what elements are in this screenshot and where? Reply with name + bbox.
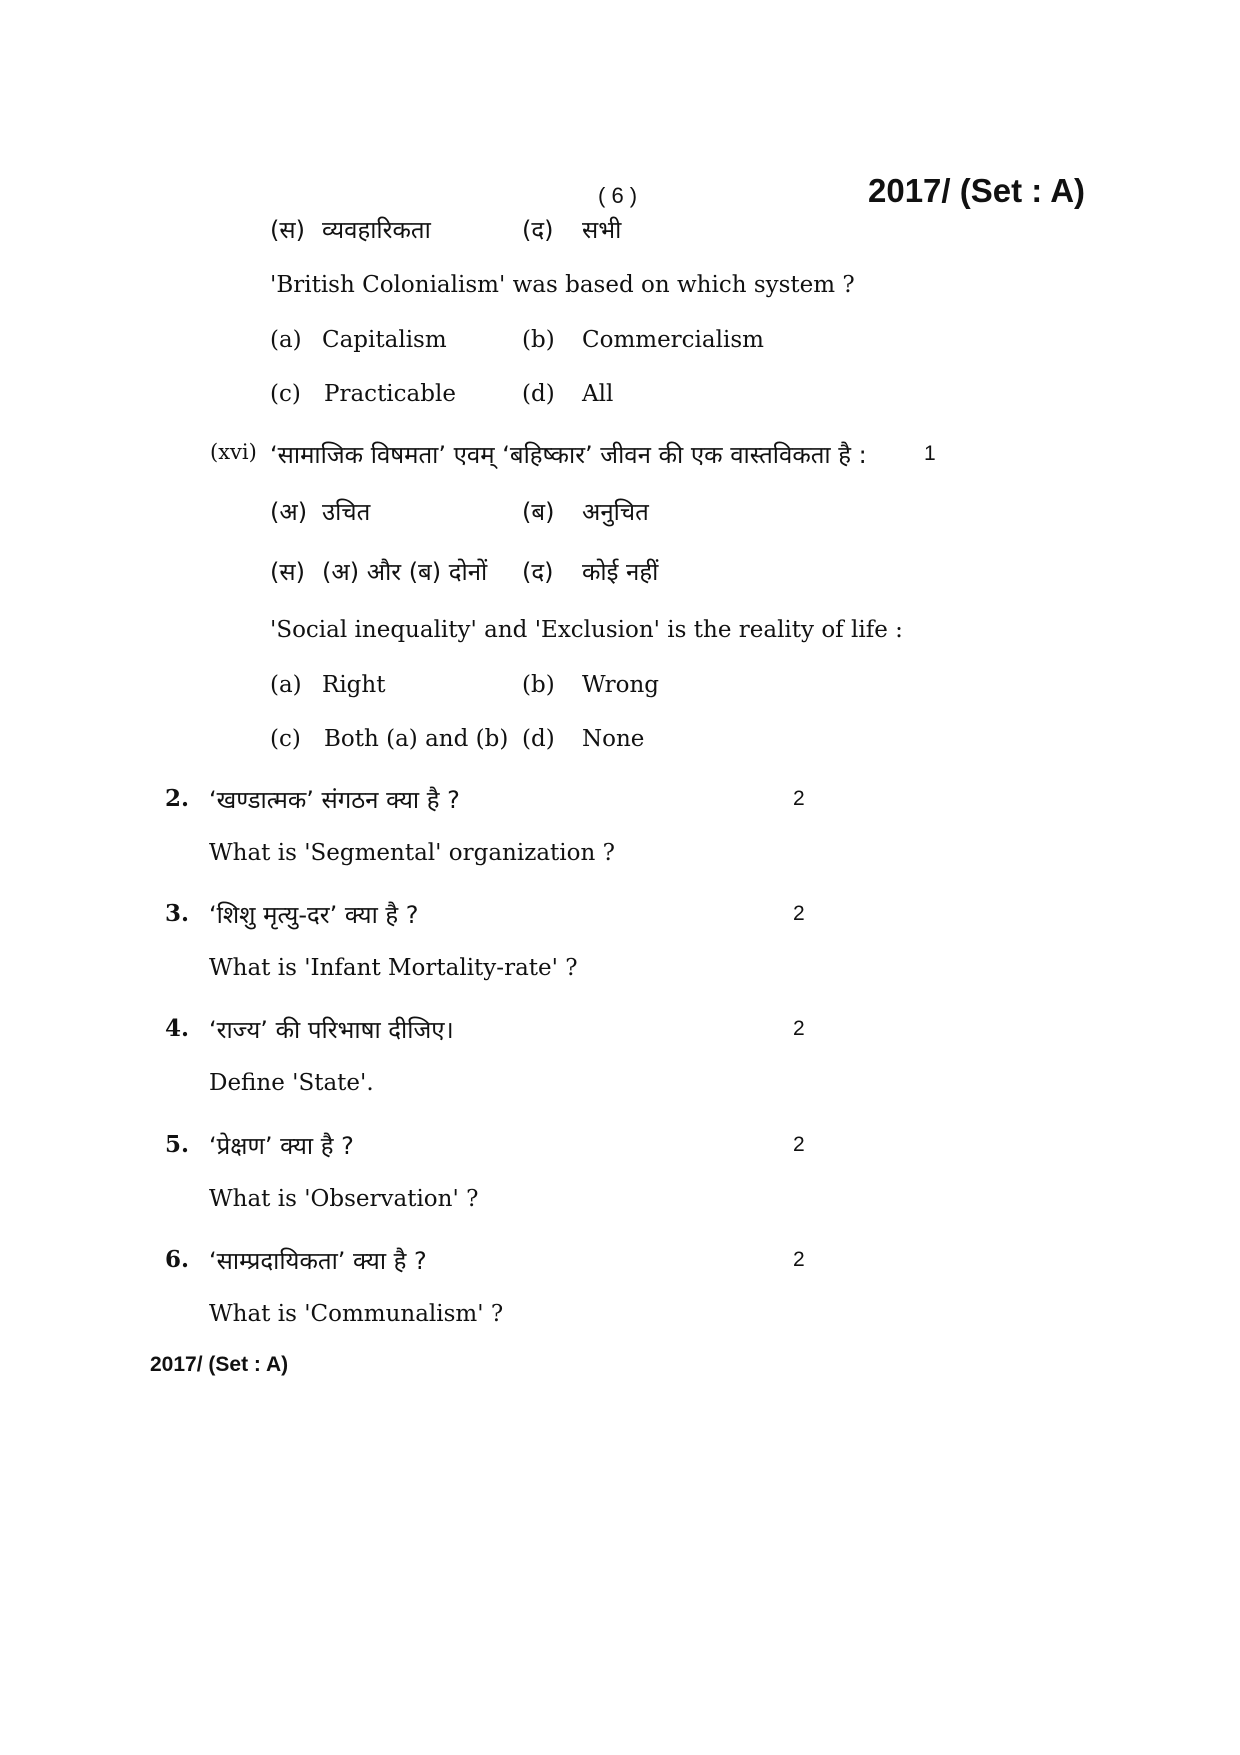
option-label: (a) — [270, 672, 302, 698]
marks: 2 — [793, 1133, 805, 1156]
question-2 — [165, 783, 825, 823]
q1-xvi-hindi-options-row — [270, 495, 770, 535]
set-label-footer: 2017/ (Set : A) — [150, 1353, 289, 1376]
question-4 — [165, 1013, 825, 1053]
option-text: सभी — [582, 216, 622, 244]
question-5 — [165, 1129, 825, 1169]
question-number: 4. — [165, 1015, 190, 1042]
q1-xvi-hindi-options-row — [270, 555, 770, 595]
option-label: (c) — [270, 726, 301, 752]
option-label: (a) — [270, 327, 302, 353]
question-english: What is 'Segmental' organization ? — [209, 840, 615, 866]
question-english: What is 'Infant Mortality-rate' ? — [209, 955, 578, 981]
option-text: All — [582, 381, 614, 407]
q1-xvi-hindi-question: ‘सामाजिक विषमता’ एवम् ‘बहिष्कार’ जीवन की एक वास्तविकता है : — [270, 441, 867, 469]
option-label: (ब) — [522, 498, 555, 526]
sub-question-number: (xvi) — [210, 440, 257, 464]
q1-xv-english-options-row — [270, 327, 870, 367]
marks: 2 — [793, 1248, 805, 1271]
set-label-header: 2017/ (Set : A) — [868, 172, 1086, 209]
question-english: What is 'Communalism' ? — [209, 1301, 504, 1327]
question-6 — [165, 1244, 825, 1284]
question-hindi: ‘साम्प्रदायिकता’ क्या है ? — [209, 1247, 427, 1275]
option-label: (द) — [522, 558, 554, 586]
option-label: (द) — [522, 216, 554, 244]
option-text: कोई नहीं — [582, 558, 659, 586]
question-hindi: ‘प्रेक्षण’ क्या है ? — [209, 1132, 354, 1160]
option-text: Capitalism — [322, 327, 447, 353]
marks: 2 — [793, 787, 805, 810]
marks: 1 — [924, 442, 936, 465]
question-english: Define 'State'. — [209, 1070, 374, 1096]
option-text: Commercialism — [582, 327, 764, 353]
question-number: 6. — [165, 1246, 190, 1273]
q1-xvi-english-options-row — [270, 726, 870, 766]
option-label: (स) — [270, 558, 305, 586]
marks: 2 — [793, 902, 805, 925]
option-label: (b) — [522, 327, 555, 353]
question-hindi: ‘राज्य’ की परिभाषा दीजिए। — [209, 1016, 454, 1044]
option-text: Wrong — [582, 672, 659, 698]
question-3 — [165, 898, 825, 938]
q1-xv-english-question: 'British Colonialism' was based on which system ? — [270, 272, 855, 298]
option-label: (c) — [270, 381, 301, 407]
option-label: (d) — [522, 381, 555, 407]
question-hindi: ‘शिशु मृत्यु-दर’ क्या है ? — [209, 901, 419, 929]
option-text: (अ) और (ब) दोनों — [322, 558, 488, 586]
option-label: (स) — [270, 216, 305, 244]
option-text: अनुचित — [582, 498, 649, 526]
q1-xvi-question-row — [210, 438, 950, 478]
q1-xv-english-options-row — [270, 381, 870, 421]
option-label: (अ) — [270, 498, 308, 526]
option-text: उचित — [322, 498, 371, 526]
option-label: (b) — [522, 672, 555, 698]
page-number: ( 6 ) — [598, 183, 638, 208]
question-number: 5. — [165, 1131, 190, 1158]
option-text: None — [582, 726, 645, 752]
q1-xvi-english-options-row — [270, 672, 870, 712]
option-text: व्यवहारिकता — [322, 216, 431, 244]
option-text: Right — [322, 672, 386, 698]
question-hindi: ‘खण्डात्मक’ संगठन क्या है ? — [209, 786, 460, 814]
question-english: What is 'Observation' ? — [209, 1186, 479, 1212]
q1-xvi-english-question: 'Social inequality' and 'Exclusion' is the reality of life : — [270, 617, 903, 643]
q1-xv-hindi-options-row — [270, 213, 770, 253]
option-label: (d) — [522, 726, 555, 752]
option-text: Practicable — [324, 381, 456, 407]
marks: 2 — [793, 1017, 805, 1040]
option-text: Both (a) and (b) — [324, 726, 509, 752]
question-number: 2. — [165, 785, 190, 812]
question-number: 3. — [165, 900, 190, 927]
